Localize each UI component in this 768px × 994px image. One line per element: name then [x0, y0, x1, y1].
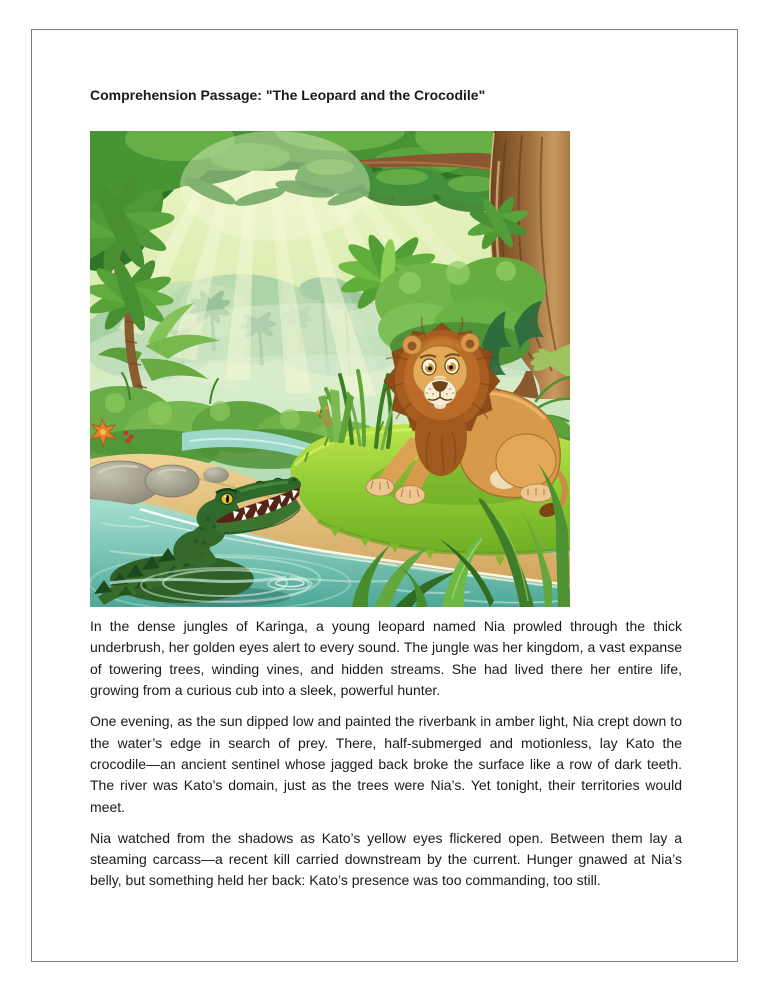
passage-illustration — [90, 131, 570, 607]
passage-paragraph-1: In the dense jungles of Karinga, a young leopard named Nia prowled through the thick underbrush, her golden eyes alert to every sound. The jungle was her kingdom, a vast expanse of towering trees, winding vines, and hidden streams. She had lived there her entire life, growing from a curious cub into a sleek, powerful hunter. — [90, 618, 682, 699]
sun-glow — [180, 131, 370, 241]
passage-title: Comprehension Passage: "The Leopard and the Crocodile" — [90, 87, 486, 103]
passage-body — [90, 616, 682, 901]
jungle-illustration — [90, 131, 570, 607]
document-page — [31, 29, 738, 962]
passage-paragraph-2: One evening, as the sun dipped low and painted the riverbank in amber light, Nia crept down to the water’s edge in search of prey. There, half-submerged and motionless, lay Kato the crocodile—an ancient sentinel whose jagged back broke the surface like a row of dark teeth. The river was Kato’s domain, just as the trees were Nia’s. Yet tonight, their territories would meet. — [90, 713, 682, 815]
passage-paragraph-3: Nia watched from the shadows as Kato’s yellow eyes flickered open. Between them lay a steaming carcass—a recent kill carried downstream by the current. Hunger gnawed at Nia’s belly, but something held her back: Kato’s presence was too commanding, too still. — [90, 829, 682, 889]
